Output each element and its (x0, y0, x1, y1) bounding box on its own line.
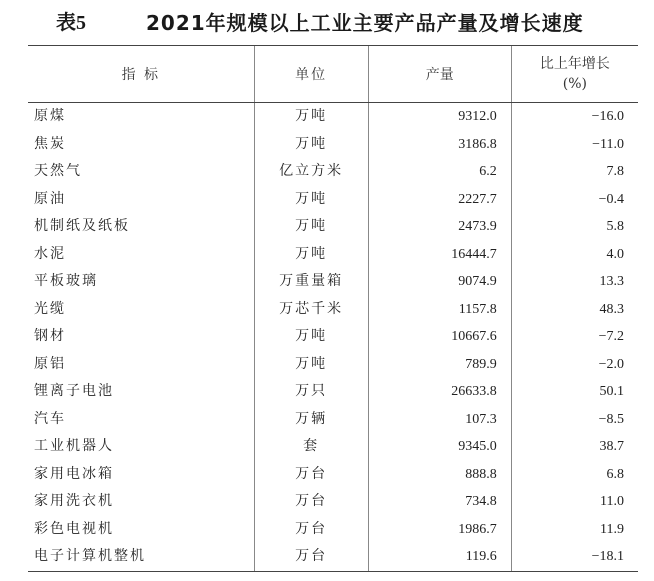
product-name-cell: 平板玻璃 (34, 273, 98, 289)
output-cell: 2473.9 (368, 213, 511, 241)
unit-cell: 万吨 (254, 131, 368, 159)
product-name-cell: 原油 (34, 190, 66, 207)
table-row (28, 296, 638, 324)
table-row (28, 378, 638, 406)
table-number: 表5 (56, 12, 86, 34)
table-row (28, 131, 638, 159)
table-row (28, 103, 638, 131)
output-cell: 9312.0 (368, 103, 511, 131)
table-row (28, 158, 638, 186)
output-cell: 10667.6 (368, 323, 511, 351)
table-row (28, 488, 638, 516)
product-name-cell: 工业机器人 (34, 438, 114, 454)
unit-cell: 亿立方米 (254, 158, 368, 186)
growth-cell: −16.0 (511, 103, 638, 131)
product-name-cell: 天然气 (34, 163, 82, 179)
output-cell: 1157.8 (368, 296, 511, 324)
output-cell: 888.8 (368, 461, 511, 489)
unit-cell: 万台 (254, 488, 368, 516)
unit-cell: 套 (254, 433, 368, 461)
unit-cell: 万台 (254, 516, 368, 544)
table-row (28, 241, 638, 269)
output-cell: 16444.7 (368, 241, 511, 269)
product-name-cell: 锂离子电池 (34, 383, 114, 399)
unit-cell: 万吨 (254, 186, 368, 214)
growth-cell: 4.0 (511, 241, 638, 269)
growth-cell: −2.0 (511, 351, 638, 379)
unit-cell: 万芯千米 (254, 296, 368, 324)
unit-cell: 万台 (254, 543, 368, 571)
product-name-cell: 彩色电视机 (34, 520, 114, 537)
product-name-cell: 汽车 (34, 410, 66, 427)
output-cell: 734.8 (368, 488, 511, 516)
table-row (28, 323, 638, 351)
unit-cell: 万吨 (254, 103, 368, 131)
growth-cell: 38.7 (511, 433, 638, 461)
product-name-cell: 家用洗衣机 (34, 493, 114, 509)
output-cell: 789.9 (368, 351, 511, 379)
table-title (0, 7, 654, 39)
unit-cell: 万辆 (254, 406, 368, 434)
growth-cell: 7.8 (511, 158, 638, 186)
growth-cell: 50.1 (511, 378, 638, 406)
growth-cell: −7.2 (511, 323, 638, 351)
table-row (28, 516, 638, 544)
header-output: 产量 (368, 46, 511, 103)
unit-cell: 万重量箱 (254, 268, 368, 296)
output-cell: 9074.9 (368, 268, 511, 296)
table-row (28, 406, 638, 434)
unit-cell: 万吨 (254, 323, 368, 351)
header-unit: 单位 (254, 46, 368, 103)
product-name-cell: 电子计算机整机 (28, 543, 254, 571)
header-indicator (28, 46, 254, 103)
growth-cell: −18.1 (511, 543, 638, 571)
production-table (28, 45, 638, 572)
header-growth (511, 46, 638, 103)
header-indicator-label: 指 标 (121, 67, 160, 83)
growth-cell: 13.3 (511, 268, 638, 296)
growth-cell: −0.4 (511, 186, 638, 214)
table-row (28, 433, 638, 461)
output-cell: 9345.0 (368, 433, 511, 461)
output-cell: 26633.8 (368, 378, 511, 406)
output-cell: 3186.8 (368, 131, 511, 159)
output-cell: 119.6 (368, 543, 511, 571)
table-body (28, 103, 638, 572)
unit-cell: 万吨 (254, 213, 368, 241)
unit-cell: 万只 (254, 378, 368, 406)
table-row (28, 461, 638, 489)
growth-cell: −8.5 (511, 406, 638, 434)
growth-cell: −11.0 (511, 131, 638, 159)
table-title-text: 2021年规模以上工业主要产品产量及增长速度 (146, 11, 584, 35)
growth-cell: 11.9 (511, 516, 638, 544)
product-name-cell: 原煤 (34, 108, 66, 124)
table-row (28, 268, 638, 296)
output-cell: 2227.7 (368, 186, 511, 214)
table-header (28, 46, 638, 103)
output-cell: 107.3 (368, 406, 511, 434)
table-row (28, 186, 638, 214)
growth-cell: 6.8 (511, 461, 638, 489)
table-row (28, 351, 638, 379)
growth-cell: 48.3 (511, 296, 638, 324)
output-cell: 1986.7 (368, 516, 511, 544)
growth-cell: 11.0 (511, 488, 638, 516)
product-name-cell: 焦炭 (34, 135, 66, 152)
header-row (28, 46, 638, 103)
header-growth-line2: (%) (562, 76, 587, 92)
table-row (28, 213, 638, 241)
product-name-cell: 原铝 (34, 355, 66, 372)
unit-cell: 万吨 (254, 351, 368, 379)
header-growth-line1: 比上年增长 (539, 56, 610, 72)
product-name-cell: 光缆 (34, 300, 66, 317)
table-row (28, 543, 638, 571)
unit-cell: 万台 (254, 461, 368, 489)
product-name-cell: 水泥 (34, 245, 66, 262)
product-name-cell: 家用电冰箱 (34, 465, 114, 482)
growth-cell: 5.8 (511, 213, 638, 241)
unit-cell: 万吨 (254, 241, 368, 269)
product-name-cell: 钢材 (34, 328, 66, 344)
product-name-cell: 机制纸及纸板 (34, 218, 130, 234)
output-cell: 6.2 (368, 158, 511, 186)
